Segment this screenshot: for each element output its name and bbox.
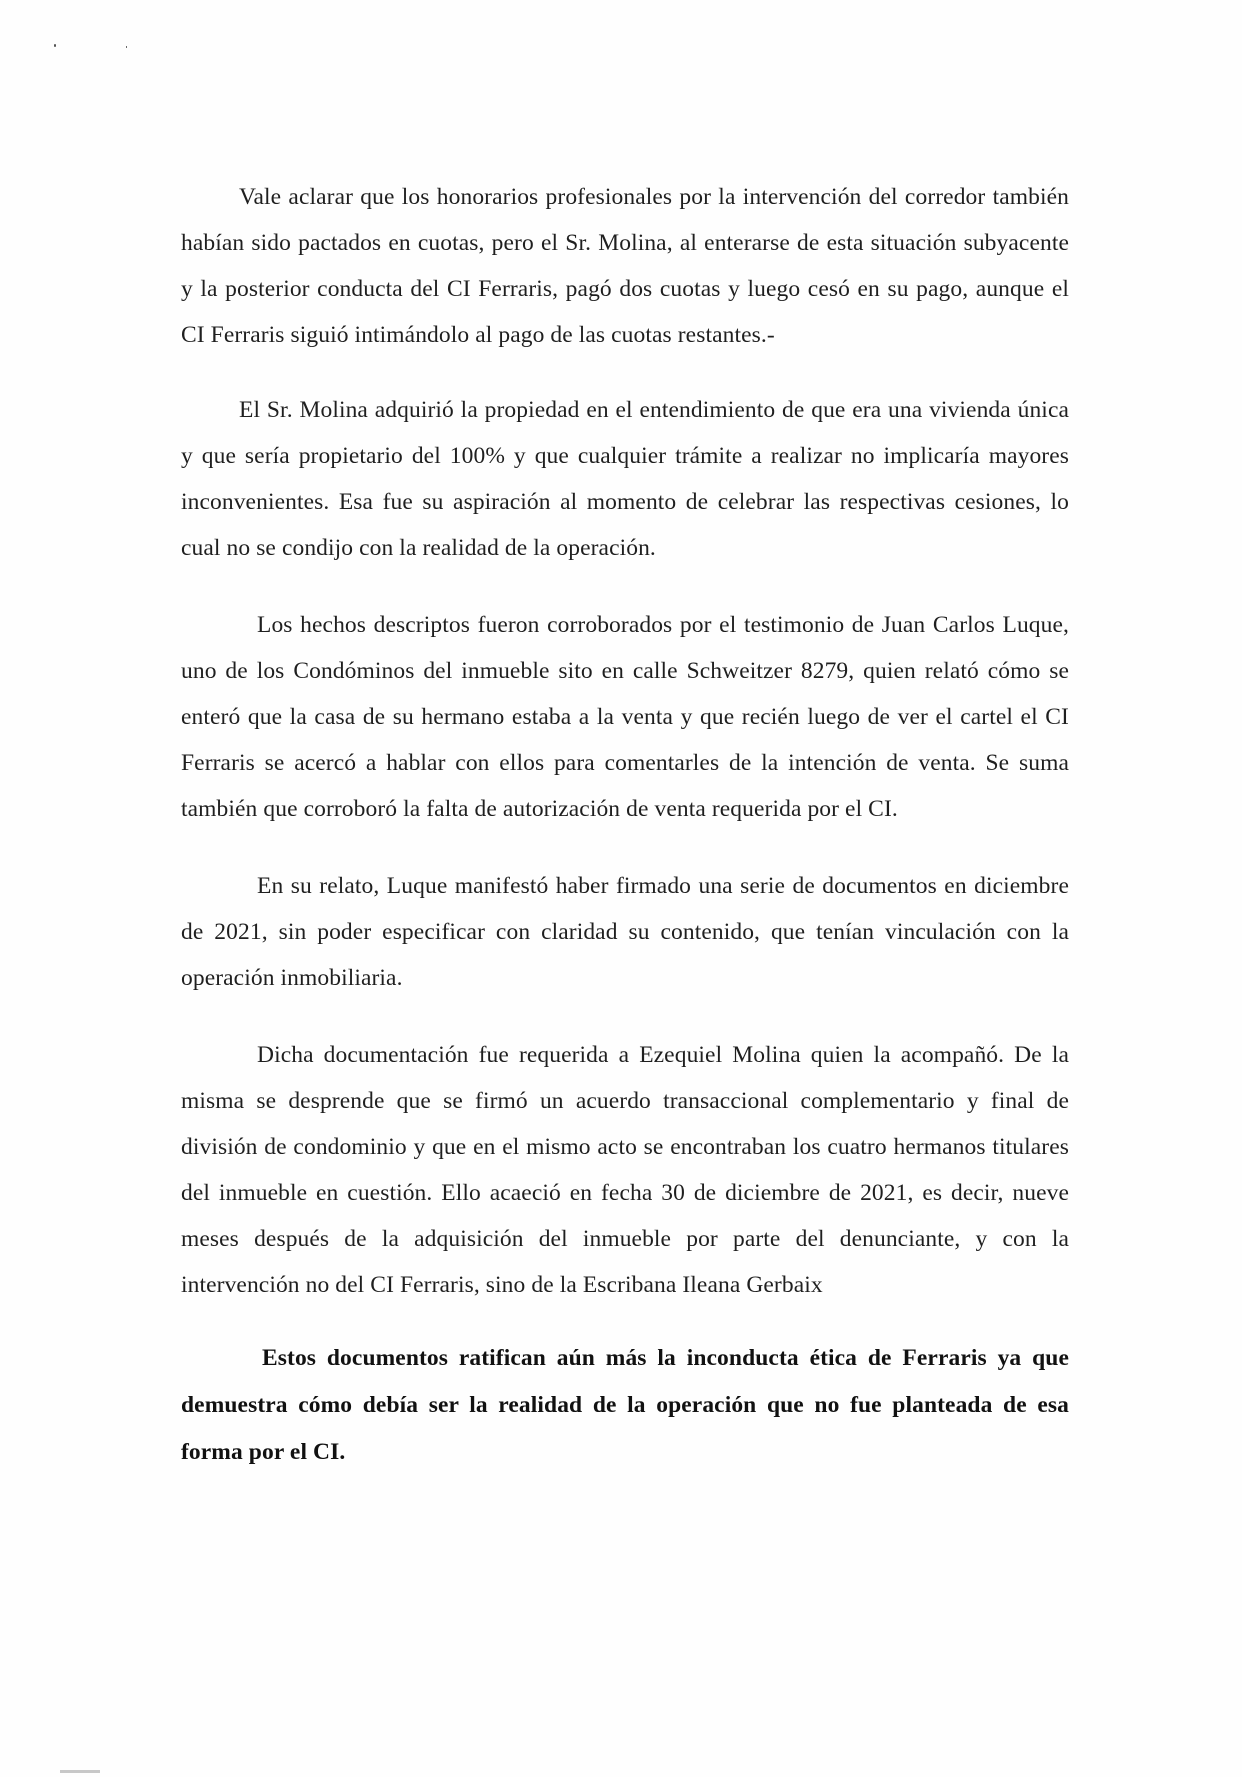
paragraph-honorarios: Vale aclarar que los honorarios profesionales por la intervención del corredor también habían sido pactados en cuotas, pero el Sr. Molina, al enterarse de esta situación subyacente y la posterior conducta del CI Ferraris, pagó dos cuotas y luego cesó en su pago, aunque el CI Ferraris siguió intimándolo al pago de las cuotas restantes.-: [181, 184, 1069, 348]
paragraph-conclusion: Estos documentos ratifican aún más la inconducta ética de Ferraris ya que demuestra cómo debía ser la realidad de la operación que no fue planteada de esa forma por el CI.: [181, 1345, 1069, 1465]
document-body: [181, 174, 1069, 1476]
paragraph-adquisicion: El Sr. Molina adquirió la propiedad en el entendimiento de que era una vivienda única y que sería propietario del 100% y que cualquier trámite a realizar no implicaría mayores inconvenientes. Esa fue su aspiración al momento de celebrar las respectivas cesiones, lo cual no se condijo con la realidad de la operación.: [181, 397, 1069, 561]
scan-mark: [54, 44, 56, 47]
scan-mark: [126, 46, 127, 48]
paragraph-relato-luque: En su relato, Luque manifestó haber firmado una serie de documentos en diciembre de 2021, sin poder especificar con claridad su contenido, que tenían vinculación con la operación inmobiliaria.: [181, 873, 1069, 991]
scan-edge-mark: [60, 1770, 100, 1773]
paragraph-testimonio: Los hechos descriptos fueron corroborados por el testimonio de Juan Carlos Luque, uno de los Condóminos del inmueble sito en calle Schweitzer 8279, quien relató cómo se enteró que la casa de su hermano estaba a la venta y que recién luego de ver el cartel el CI Ferraris se acercó a hablar con ellos para comentarles de la intención de venta. Se suma también que corroboró la falta de autorización de venta requerida por el CI.: [181, 612, 1069, 822]
paragraph-documentacion: Dicha documentación fue requerida a Ezequiel Molina quien la acompañó. De la misma se desprende que se firmó un acuerdo transaccional complementario y final de división de condominio y que en el mismo acto se encontraban los cuatro hermanos titulares del inmueble en cuestión. Ello acaeció en fecha 30 de diciembre de 2021, es decir, nueve meses después de la adquisición del inmueble por parte del denunciante, y con la intervención no del CI Ferraris, sino de la Escribana Ileana Gerbaix: [181, 1042, 1069, 1298]
